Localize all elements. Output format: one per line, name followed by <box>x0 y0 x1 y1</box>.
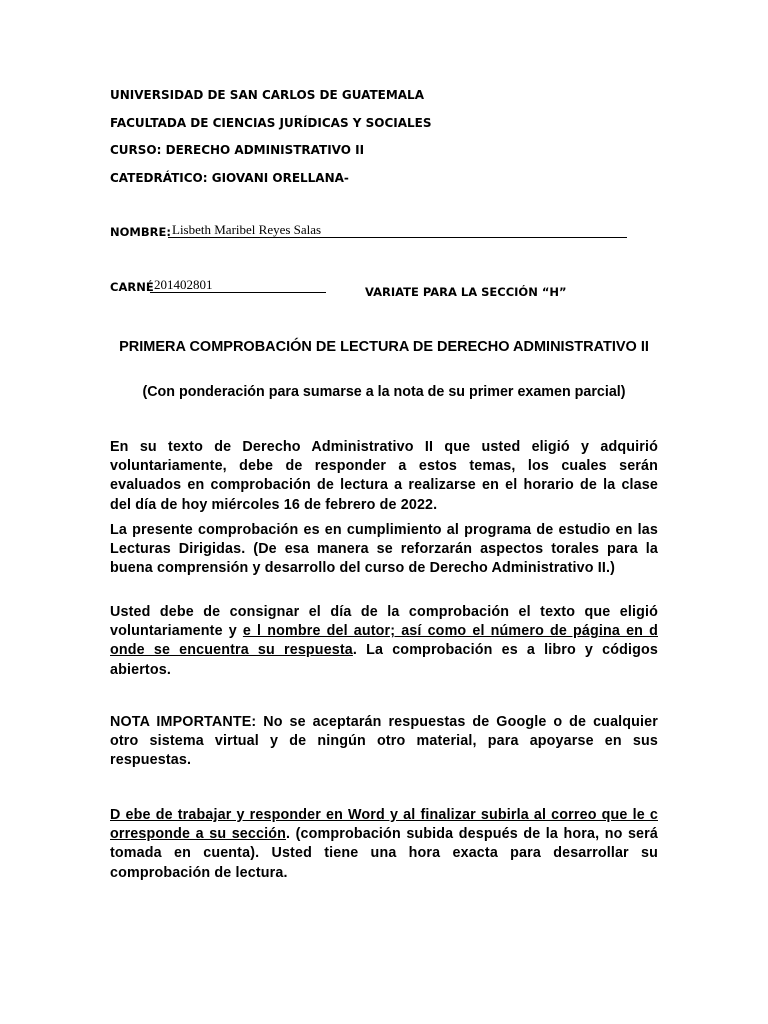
carne-label: CARNÉ <box>110 280 154 294</box>
requirements-text-start: Usted debe de consignar el día de la comprobación el texto que eligió voluntariamente y <box>110 604 658 640</box>
name-label: NOMBRE: <box>110 225 171 239</box>
name-value: Lisbeth Maribel Reyes Salas <box>168 222 627 238</box>
submission-underlined-text: D ebe de trabajar y responder en Word y al finalizar subirla al correo que le c orresponde a su sección <box>110 807 658 843</box>
document-subtitle: (Con ponderación para sumarse a la nota de su primer examen parcial) <box>142 384 626 400</box>
faculty-heading: FACULTADA DE CIENCIAS JURÍDICAS Y SOCIALES <box>110 116 432 130</box>
requirements-underlined-text: e l nombre del autor; así como el número de página en d onde se encuentra su respuesta <box>110 623 658 659</box>
paragraph-important-note: NOTA IMPORTANTE: No se aceptarán respuestas de Google o de cualquier otro sistema virtual y de ningún otro material, para apoyarse en sus respuestas. <box>110 714 658 769</box>
requirements-text-end: . La comprobación es a libro y códigos abiertos. <box>110 642 658 678</box>
submission-text-end: . (comprobación subida después de la hora, no será tomada en cuenta). Usted tiene una hora exacta para desarrollar su comprobación de lectura. <box>110 826 658 881</box>
document-title: PRIMERA COMPROBACIÓN DE LECTURA DE DERECHO ADMINISTRATIVO II <box>119 339 649 355</box>
course-heading: CURSO: DERECHO ADMINISTRATIVO II <box>110 143 365 157</box>
professor-heading: CATEDRÁTICO: GIOVANI ORELLANA- <box>110 171 349 185</box>
paragraph-requirements <box>110 603 658 680</box>
carne-value: 201402801 <box>150 277 326 293</box>
paragraph-submission <box>110 806 658 883</box>
paragraph-purpose: La presente comprobación es en cumplimiento al programa de estudio en las Lecturas Dirigidas. (De esa manera se reforzarán aspectos torales para la buena comprensión y desarrollo del curso de Derecho Administrativo II.) <box>110 522 658 577</box>
section-note: VARIATE PARA LA SECCIÓN “H” <box>365 285 567 299</box>
paragraph-instructions: En su texto de Derecho Administrativo II que usted eligió y adquirió voluntariamente, debe de responder a estos temas, los cuales serán evaluados en comprobación de lectura a realizarse en el horario de la clase del día de hoy miércoles 16 de febrero de 2022. <box>110 439 658 513</box>
university-heading: UNIVERSIDAD DE SAN CARLOS DE GUATEMALA <box>110 88 424 102</box>
